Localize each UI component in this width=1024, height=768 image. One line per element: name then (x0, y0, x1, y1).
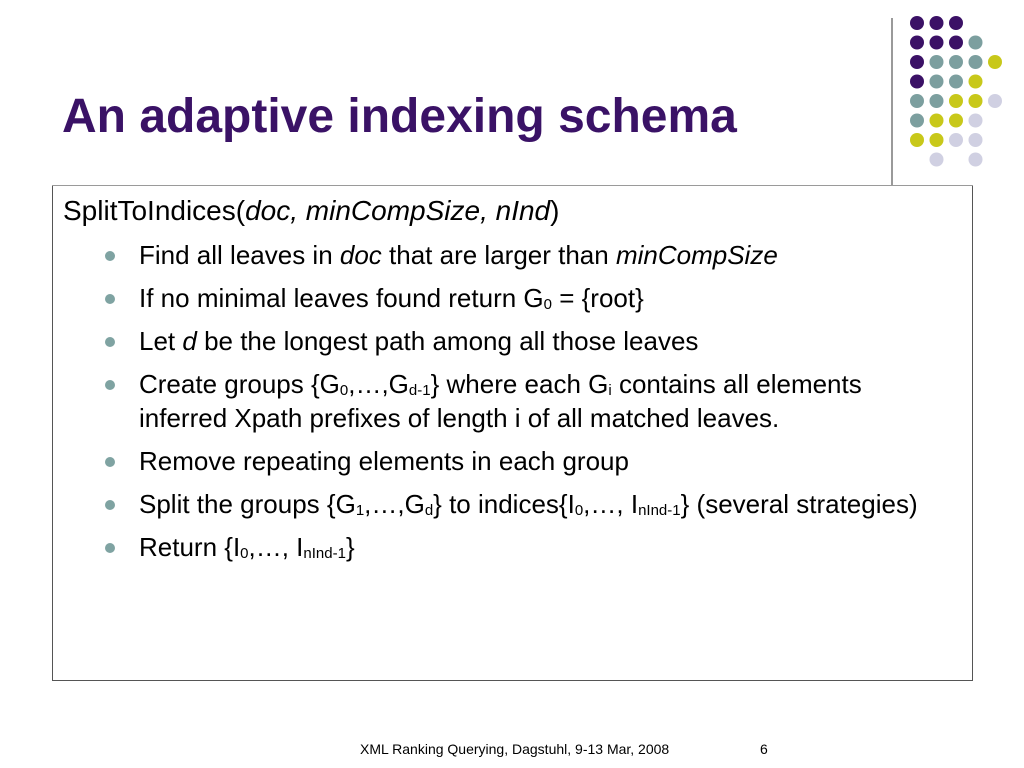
bullet-item (53, 444, 949, 478)
bullet-text: be the longest path among all those leaves (196, 326, 699, 356)
bullet-item (53, 530, 949, 564)
decorative-dot (930, 36, 944, 50)
decorative-dot (930, 114, 944, 128)
function-name: SplitToIndices( (63, 195, 246, 226)
decorative-dot (930, 94, 944, 108)
bullet-text: If no minimal leaves found return G (139, 283, 544, 313)
bullet-list (53, 238, 953, 573)
bullet-text: } (345, 532, 355, 562)
subscript: i (608, 382, 612, 399)
decorative-dot (910, 16, 924, 30)
decorative-dot (910, 94, 924, 108)
decorative-dot (988, 94, 1002, 108)
footer-text: XML Ranking Querying, Dagstuhl, 9-13 Mar, 2008 (360, 741, 670, 757)
bullet-dot-icon (105, 500, 115, 510)
bullet-item (53, 487, 949, 521)
bullet-text: ,…, I (248, 532, 304, 562)
decorative-dot (930, 153, 944, 167)
subscript: 0 (574, 502, 584, 519)
subscript: d-1 (408, 382, 431, 399)
bullet-text: Let (139, 326, 183, 356)
decorative-dot (988, 55, 1002, 69)
subscript: nInd-1 (303, 545, 346, 562)
subscript: 0 (339, 382, 349, 399)
bullet-text: Create groups {G (139, 369, 340, 399)
italic-text: doc (339, 240, 382, 270)
bullet-dot-icon (105, 337, 115, 347)
bullet-text: Return {I (139, 532, 241, 562)
decorative-dot (930, 75, 944, 89)
vertical-divider (891, 18, 893, 186)
decorative-dot (969, 133, 983, 147)
decorative-dot (930, 16, 944, 30)
decorative-dot (910, 36, 924, 50)
decorative-dot (910, 55, 924, 69)
function-close: ) (550, 195, 560, 226)
bullet-text: ,…, I (583, 489, 639, 519)
decorative-dot (969, 153, 983, 167)
decorative-dot (930, 133, 944, 147)
bullet-dot-icon (105, 380, 115, 390)
bullet-text: } (several strategies) (680, 489, 918, 519)
bullet-dot-icon (105, 251, 115, 261)
decorative-dot (930, 55, 944, 69)
decorative-dot (949, 114, 963, 128)
bullet-text: = {root} (551, 283, 644, 313)
page-number: 6 (760, 741, 768, 757)
italic-text: minCompSize (615, 240, 778, 270)
bullet-dot-icon (105, 457, 115, 467)
bullet-dot-icon (105, 543, 115, 553)
subscript: 1 (355, 502, 365, 519)
content-box (52, 186, 973, 681)
decorative-dot (969, 75, 983, 89)
bullet-dot-icon (105, 294, 115, 304)
bullet-item (53, 281, 949, 315)
decorative-dot (969, 94, 983, 108)
subscript: d (424, 502, 434, 519)
bullet-text: Find all leaves in (139, 240, 340, 270)
bullet-item (53, 238, 949, 272)
decorative-dot (949, 16, 963, 30)
decorative-dot (949, 36, 963, 50)
bullet-text: Split the groups {G (139, 489, 356, 519)
decorative-dot (910, 114, 924, 128)
bullet-text: Remove repeating elements in each group (139, 446, 629, 476)
bullet-text: ,…,G (364, 489, 425, 519)
decorative-dot (949, 133, 963, 147)
italic-text: d (182, 326, 197, 356)
bullet-text: ,…,G (348, 369, 409, 399)
subscript: nInd-1 (638, 502, 681, 519)
decorative-dot (969, 36, 983, 50)
decorative-dot (949, 75, 963, 89)
decorative-dot (969, 114, 983, 128)
bullet-item (53, 324, 949, 358)
bullet-text: contains all elements inferred Xpath prefixes of length i of all matched leaves. (139, 369, 862, 433)
subscript: 0 (543, 296, 552, 313)
bullet-item (53, 367, 949, 435)
decorative-dot (969, 55, 983, 69)
subscript: 0 (240, 545, 249, 562)
bullet-text: } to indices{I (433, 489, 575, 519)
bullet-text: that are larger than (381, 240, 616, 270)
decorative-dot (949, 94, 963, 108)
slide-title: An adaptive indexing schema (62, 90, 737, 143)
function-heading (63, 194, 559, 228)
function-params: doc, minCompSize, nInd (245, 195, 551, 226)
bullet-text: } where each G (430, 369, 609, 399)
decorative-dot (910, 75, 924, 89)
decorative-dot (949, 55, 963, 69)
decorative-dot (910, 133, 924, 147)
